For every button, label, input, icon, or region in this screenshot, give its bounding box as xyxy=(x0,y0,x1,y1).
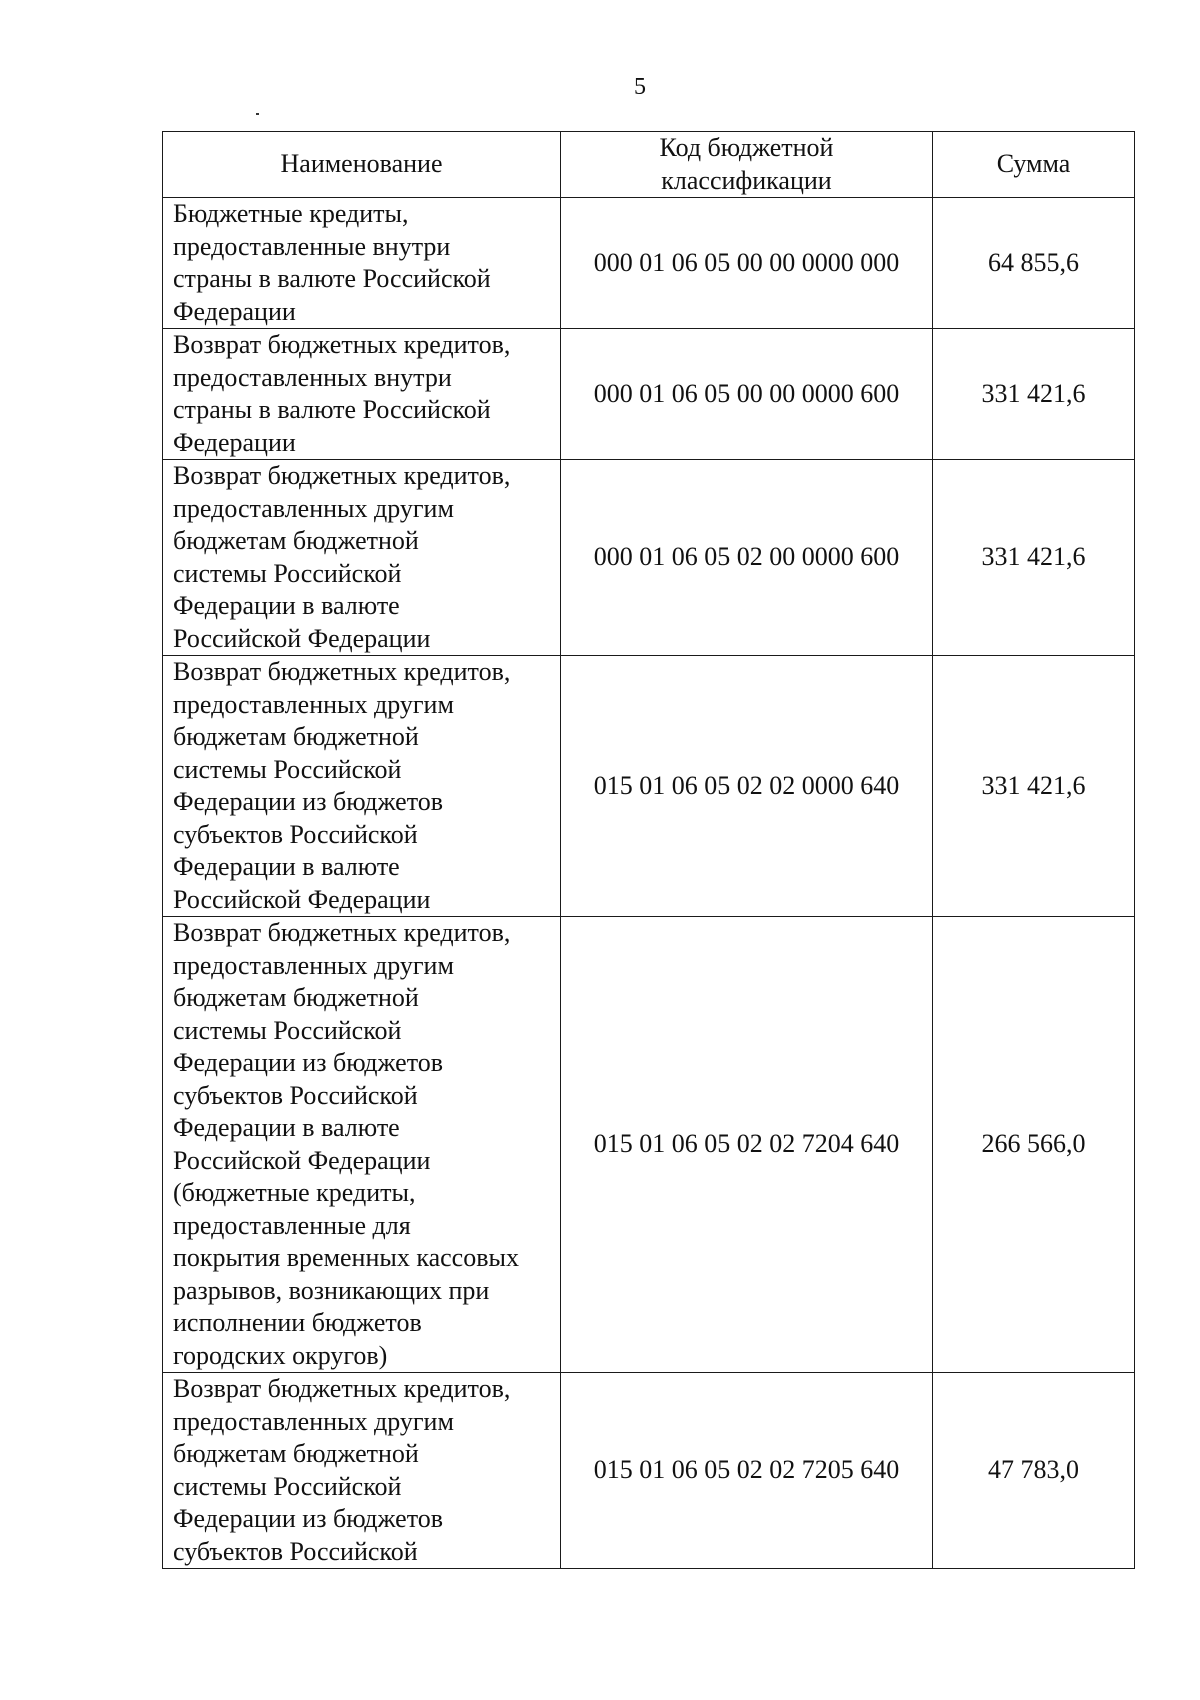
row-name-line: Возврат бюджетных кредитов, xyxy=(173,918,511,947)
row-name-line: предоставленных другим xyxy=(173,1406,454,1436)
row-name-line: Федерации в валюте xyxy=(173,1113,400,1142)
row-name-line: Возврат бюджетных кредитов, xyxy=(173,330,511,359)
row-code-cell: 000 01 06 05 00 00 0000 600 xyxy=(561,329,933,460)
row-sum-cell: 266 566,0 xyxy=(933,917,1135,1373)
table-header xyxy=(163,132,1135,198)
row-sum-cell: 331 421,6 xyxy=(933,656,1135,917)
row-name-line: Возврат бюджетных кредитов, xyxy=(173,657,511,686)
row-name-line: системы Российской xyxy=(173,754,402,784)
row-code-cell: 015 01 06 05 02 02 7204 640 xyxy=(561,917,933,1373)
row-name-line: страны в валюте Российской xyxy=(173,395,491,424)
row-name-line: Российской Федерации xyxy=(173,1145,431,1175)
row-name-line: субъектов Российской xyxy=(173,819,418,849)
row-name-line: субъектов Российской xyxy=(173,1536,418,1566)
row-name-line: Федерации в валюте xyxy=(173,852,400,881)
row-name-line: Федерации xyxy=(173,427,296,457)
header-name: Наименование xyxy=(163,132,561,198)
row-name-cell xyxy=(163,329,561,460)
table-row xyxy=(163,329,1135,460)
header-sum: Сумма xyxy=(933,132,1135,198)
row-name-line: Возврат бюджетных кредитов, xyxy=(173,1374,511,1403)
row-name-line: предоставленные внутри xyxy=(173,231,451,261)
row-name-line: системы Российской xyxy=(173,1471,402,1501)
row-code-cell: 000 01 06 05 00 00 0000 000 xyxy=(561,198,933,329)
row-name-line: исполнении бюджетов xyxy=(173,1308,422,1337)
table-row xyxy=(163,1373,1135,1569)
row-sum-cell: 47 783,0 xyxy=(933,1373,1135,1569)
row-name-line: Федерации xyxy=(173,296,296,326)
row-name-line: разрывов, возникающих при xyxy=(173,1275,490,1305)
row-name-cell xyxy=(163,198,561,329)
table-row xyxy=(163,460,1135,656)
row-name-line: Федерации в валюте xyxy=(173,591,400,620)
row-name-line: системы Российской xyxy=(173,558,402,588)
row-name-line: бюджетам бюджетной xyxy=(173,1439,419,1468)
page-number: 5 xyxy=(634,74,646,100)
row-name-line: покрытия временных кассовых xyxy=(173,1243,519,1272)
row-name-line: Возврат бюджетных кредитов, xyxy=(173,461,511,490)
row-name-line: бюджетам бюджетной xyxy=(173,526,419,555)
row-name-cell xyxy=(163,656,561,917)
row-name-line: городских округов) xyxy=(173,1340,388,1370)
row-name-cell xyxy=(163,917,561,1373)
row-name-line: Федерации из бюджетов xyxy=(173,1048,443,1077)
row-sum-cell: 331 421,6 xyxy=(933,329,1135,460)
row-name-line: предоставленных внутри xyxy=(173,362,452,392)
row-name-line: Федерации из бюджетов xyxy=(173,787,443,816)
table-row xyxy=(163,198,1135,329)
table-row xyxy=(163,917,1135,1373)
row-code-cell: 015 01 06 05 02 02 7205 640 xyxy=(561,1373,933,1569)
row-sum-cell: 331 421,6 xyxy=(933,460,1135,656)
row-name-line: страны в валюте Российской xyxy=(173,264,491,293)
row-code-cell: 015 01 06 05 02 02 0000 640 xyxy=(561,656,933,917)
row-name-line: Российской Федерации xyxy=(173,884,431,914)
budget-classification-table xyxy=(162,131,1135,1569)
table-body xyxy=(163,198,1135,1569)
header-row xyxy=(163,132,1135,198)
row-name-line: предоставленные для xyxy=(173,1210,411,1240)
table-row xyxy=(163,656,1135,917)
scan-artifact-dot xyxy=(256,113,259,115)
row-code-cell: 000 01 06 05 02 00 0000 600 xyxy=(561,460,933,656)
row-name-line: Российской Федерации xyxy=(173,623,431,653)
row-name-line: предоставленных другим xyxy=(173,493,454,523)
header-code-text: Код бюджетной классификации xyxy=(659,133,834,195)
row-name-line: (бюджетные кредиты, xyxy=(173,1178,416,1207)
row-sum-cell: 64 855,6 xyxy=(933,198,1135,329)
header-code xyxy=(561,132,933,198)
row-name-line: Федерации из бюджетов xyxy=(173,1504,443,1533)
row-name-cell xyxy=(163,1373,561,1569)
row-name-line: предоставленных другим xyxy=(173,689,454,719)
row-name-line: системы Российской xyxy=(173,1015,402,1045)
row-name-line: бюджетам бюджетной xyxy=(173,722,419,751)
row-name-line: Бюджетные кредиты, xyxy=(173,199,409,228)
row-name-cell xyxy=(163,460,561,656)
row-name-line: субъектов Российской xyxy=(173,1080,418,1110)
row-name-line: предоставленных другим xyxy=(173,950,454,980)
row-name-line: бюджетам бюджетной xyxy=(173,983,419,1012)
